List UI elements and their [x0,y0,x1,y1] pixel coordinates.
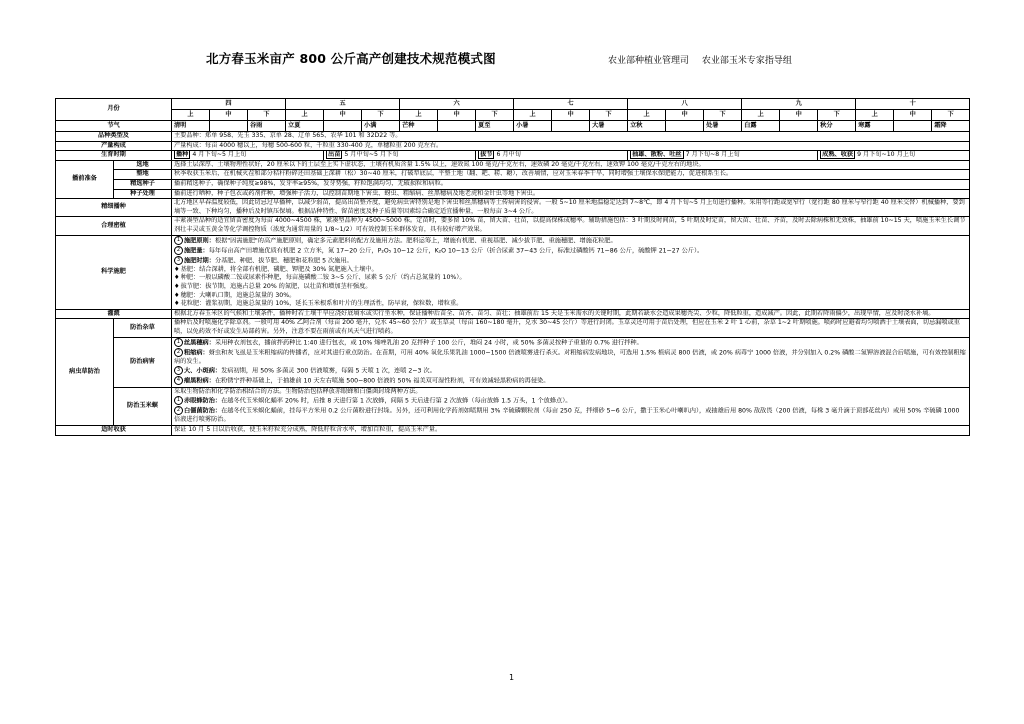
jieqi-cell: 夏至 [476,121,514,132]
jieqi-row [56,121,970,132]
density-row [56,217,970,235]
month-may: 五 [286,99,400,110]
harvest-row [56,425,970,435]
jieqi-cell: 霜降 [932,121,970,132]
dek-cell: 下 [362,110,400,121]
dek-cell: 下 [590,110,628,121]
jieqi-cell [438,121,476,132]
maturity-time: 9 月下旬~10 月上旬 [857,151,916,159]
sowing-tag: 播种 [176,151,189,159]
dek-cell: 下 [932,110,970,121]
dek-cell: 下 [248,110,286,121]
dek-cell: 上 [628,110,666,121]
period-sowing [172,151,324,161]
harvest-label: 适时收获 [56,425,172,435]
dek-cell: 上 [400,110,438,121]
prep-row-3 [56,179,970,189]
month-apr: 四 [172,99,286,110]
jieqi-cell: 谷雨 [248,121,286,132]
jieqi-cell: 芒种 [400,121,438,132]
jieqi-cell [780,121,818,132]
sowing-time: 4 月下旬~5 月上旬 [192,151,247,159]
tillage-text: 秋季收获玉米后，在机械灭茬和部分秸秆粉碎还田基础上深耕（松）30~40 厘米，打破犁底层，平整土地（翻、耙、耢、耱），改善墒情，应对玉米春季干旱，同时增强土壤保水保肥能力，促进根系生长。 [172,170,970,180]
jieqi-cell: 小满 [362,121,400,132]
maturity-tag: 成熟、收获 [822,151,854,159]
organizations [608,53,802,66]
irrigation-text: 根据北方春玉米区的气候和土壤条件，播种时若土壤干旱应浇好底墒水或实行坐水种，保证播种后苗全、苗齐、苗匀、苗壮；抽雄前后 15 天是玉米需水的关键时期，此期若缺水会造成果穗秃尖、少粒，降低粒重，造成减产。因此，此期若降雨偏少，出现旱情，应及时浇水补墒。 [172,309,970,319]
emergence-tag: 出苗 [328,151,341,159]
yield-label: 产量构成 [56,141,172,151]
dek-cell: 中 [324,110,362,121]
weed-label: 防治杂草 [114,319,172,337]
dek-cell: 上 [172,110,210,121]
jieqi-cell: 处暑 [704,121,742,132]
period-row [56,151,970,161]
site-text: 选择土层深厚、土壤物理性状好，20 厘米以下的土层至上实下虚状态，土壤有机质含量 1.5% 以上，速效氮 100 毫克/千克左右，速效磷 20 毫克/千克左右，速效钾 100 毫克/千克左右的地块。 [172,160,970,170]
sowing-label: 精细播种 [56,199,172,217]
months-label: 月份 [56,99,172,121]
dek-cell: 下 [704,110,742,121]
dek-cell: 上 [856,110,894,121]
page-number: 1 [509,673,515,682]
jieqi-cell: 白露 [742,121,780,132]
dek-row [56,110,970,121]
month-jul: 七 [514,99,628,110]
dek-cell: 中 [438,110,476,121]
period-jointing [476,151,628,161]
fert-text: 1 施肥原则：根据"因需施肥"的高产施肥原则，确定多元素肥料的配方及施用方法。肥料运筹上，增施有机肥、重视基肥、减少拔节肥、重施穗肥、增施花粒肥。 2 施肥量：每年每亩高产田增施优质有机肥 2 立方米，氮 17~20 公斤，P₂O₅ 10~12 公斤，K₂O 10~13 公斤（折合尿素 37~43 公斤，标准过磷酸钙 71~86 公斤，硫酸钾 21~27 公斤）。 3 施肥时期：分基肥、种肥、拔节肥、穗肥和花粒肥 5 次施用。 ♦基肥：结合深耕，将全部有机肥、磷肥、钾肥及 30% 氮肥施入土壤中。 ♦种肥：一般以磷酸二铵或尿素作种肥，每亩施磷酸二铵 3~5 公斤、尿素 5 公斤（约占总氮量的 10%）。 ♦拔节肥：拔节期，追施占总量 20% 的氮肥，以壮苗和增加茎秆强度。 ♦穗肥：大喇叭口期，追施总氮量的 30%。 ♦花粒肥：灌浆初期，追施总氮量的 10%，延长玉米根系和叶片的生理活性，防早衰，保粒数，增粒重。 [172,235,970,309]
dek-cell: 中 [210,110,248,121]
fert-label: 科学施肥 [56,235,172,309]
seed-treat-label: 种子处理 [114,189,172,199]
fert-row [56,235,970,309]
disease-text: 1 丝黑穗病：采用种衣剂包衣，播前拌药种比 1:40 进行包衣，或 10% 烯唑乳油 20 克拌种子 100 公斤，堆闷 24 小时，或 50% 多菌灵按种子重量的 0.7% 进行拌种。 2 粗缩病：蚜虫和灰飞虱是玉米粗缩病的传播者，应对其进行重点防治。在苗期，可用 40% 氧化乐果乳油 1000~1500 倍液喷雾进行杀灭。对粗缩病发病地块，可选用 1.5% 植病灵 800 倍液，或 20% 病毒宁 1000 倍液，并分别加入 0.2% 磷酸二氢钾溶液混合后喷施，可有效控制粗缩病的发生。 3 大、小斑病：发病初期，用 50% 多菌灵 300 倍液喷雾，每隔 5 天喷 1 次，连喷 2~3 次。 4 瘤黑粉病：在粉锈宁拌种基础上，于抽雄前 10 天左右喷施 500~800 倍液的 50% 福美双可湿性粉剂，可有效减轻黑粉病的再侵染。 [172,337,970,387]
month-aug: 八 [628,99,742,110]
borer-label: 防治玉米螟 [114,387,172,425]
period-tasseling [628,151,818,161]
jieqi-label: 节气 [56,121,172,132]
jieqi-cell: 立秋 [628,121,666,132]
dek-cell: 中 [780,110,818,121]
dek-cell: 下 [818,110,856,121]
seed-select-text: 播前精选种子，确保种子纯度≥98%，发芽率≥95%，发芽势强，籽粒饱满均匀，无破损粒和病粒。 [172,179,970,189]
dek-cell: 上 [286,110,324,121]
period-label: 生育时期 [56,151,172,161]
dek-cell: 上 [742,110,780,121]
jieqi-cell: 大暑 [590,121,628,132]
harvest-text: 保证 10 月 5 日以后收获，使玉米籽粒充分成熟，降低籽粒含水率，增加百粒重，提高玉米产量。 [172,425,970,435]
sowing-row [56,199,970,217]
weed-text: 播种后及时喷施化学除草剂。一般可用 40% 乙阿合剂（每亩 200 毫升，兑水 45~60 公斤）或玉草灵（每亩 160~180 毫升，兑水 30~45 公斤）等进行封闭。玉草灵还可用于苗后处理，但应在玉米 2 叶 1 心前，杂草 1~2 叶期喷施。喷药时应避着均匀喷洒于土壤表面，切忌漏喷或重喷，以免药效不好或发生局部药害。另外，注意不要在雨前或有风天气进行喷药。 [172,319,970,337]
irrigation-row [56,309,970,319]
jieqi-cell: 秋分 [818,121,856,132]
tillage-label: 整地 [114,170,172,180]
dek-cell: 中 [552,110,590,121]
month-sep: 九 [742,99,856,110]
tasseling-tag: 抽雄、散粉、吐丝 [632,151,682,159]
month-jun: 六 [400,99,514,110]
pest-row-3 [56,387,970,425]
sowing-text: 北方地区早春温度较低，因此切忌过早播种，以减少弱苗，提高出苗整齐度，避免病虫害特别是地下害虫和丝黑穗病等土传病害的侵害。一般 5~10 厘米地温稳定达到 7~8℃，即 4 月下旬~5 月上旬进行播种。采用等行距或宽窄行（宽行距 80 厘米与窄行距 40 厘米交替）机械播种，要到墒等一致、下种均匀，播种后及时镇压保墒。根据品种特性、留苗密度及种子质量等因素综合确定适宜播种量，一般每亩 3~4 公斤。 [172,199,970,217]
jieqi-cell [552,121,590,132]
prep-row-1 [56,160,970,170]
jointing-time: 6 月中旬 [496,151,521,159]
jieqi-cell: 立夏 [286,121,324,132]
jieqi-cell [324,121,362,132]
jieqi-cell: 小暑 [514,121,552,132]
disease-label: 防治病害 [114,337,172,387]
dek-cell: 中 [666,110,704,121]
yield-row [56,141,970,151]
seed-select-label: 精选种子 [114,179,172,189]
prep-row-2 [56,170,970,180]
variety-text: 主要品种：郑单 958、先玉 335、京单 28、辽单 565、农华 101 和 32D22 等。 [172,132,970,142]
jieqi-cell: 寒露 [856,121,894,132]
period-harvest [818,151,970,161]
dek-cell: 上 [514,110,552,121]
dek-cell: 中 [894,110,932,121]
density-label: 合理密植 [56,217,172,235]
pest-label: 病虫草防治 [56,319,114,426]
period-emergence [324,151,476,161]
jieqi-cell [210,121,248,132]
yield-text: 产量构成：每亩 4000 穗以上，每穗 500-600 粒，千粒重 330-400 克，单穗粒重 200 克左右。 [172,141,970,151]
seed-treat-text: 播前进行晒种，种子包衣或药剂拌种，增强种子活力，以控制苗期地下害虫、蚜虫、粗缩病、丝黑穗病及地老虎和金针虫等地下害虫。 [172,189,970,199]
month-oct: 十 [856,99,970,110]
org-2: 农业部玉米专家指导组 [701,56,792,66]
density-text: 丰紧凑型品种的适宜留苗密度为每亩 4000~4500 株，紧凑型品种为 4500~5000 株。定苗时，要多留 10% 苗，留大苗、壮苗，以提高保株成穗率。辅助措施包括：3 叶期及时间苗，5 叶期及时定苗，留大苗、壮苗、齐苗，及时去除病株和无效株，抽雄前 10~15 天，喷施玉米生长调节剂壮丰灵或玉黄金等化学调控物质（浓度为通常用量的 1/8~1/2）可有效控制玉米群体发育，具有较好增产效果。 [172,217,970,235]
prep-row-4 [56,189,970,199]
borer-text: 采取生物防治和化学防治相结合的方法。生物防治包括释放赤眼蜂和白僵菌封垛两种方法。 1 赤眼蜂防治：在越冬代玉米螟化蛹率 20% 时，后推 8 天进行第 1 次放蜂，间隔 5 天后进行第 2 次放蜂（每亩放蜂 1.5 万头，1 个放蜂点）。 2 白僵菌防治：在越冬代玉米螟化蛹前，挂每平方米用 0.2 公斤菌粉进行封垛。另外，还可利用化学药剂如喷期用 3% 辛硫磷颗粒剂（每亩 250 克，拌细砂 5~6 公斤，撒于玉米心叶喇叭内），或抽雄后用 80% 敌敌畏（200 倍液，每株 3 毫升滴于顶部花丝内）或用 50% 辛硫磷 1000 倍液进行喷雾防治。 [172,387,970,425]
pest-row-1 [56,319,970,337]
jieqi-cell: 清明 [172,121,210,132]
jieqi-cell [894,121,932,132]
dek-cell: 下 [476,110,514,121]
technical-schedule-table [55,98,970,436]
site-label: 选地 [114,160,172,170]
jointing-tag: 拔节 [480,151,493,159]
jieqi-cell [666,121,704,132]
prep-label: 播前准备 [56,160,114,198]
irrigation-label: 灌溉 [56,309,172,319]
page-title: 北方春玉米亩产 800 公斤高产创建技术规范模式图 [206,51,496,66]
tasseling-time: 7 月下旬~8 月上旬 [685,151,740,159]
variety-row [56,132,970,142]
org-1: 农业部种植业管理司 [608,56,690,66]
month-row [56,99,970,110]
emergence-time: 5 月中旬~5 月下旬 [344,151,399,159]
pest-row-2 [56,337,970,387]
variety-label: 品种类型及 [56,132,172,142]
